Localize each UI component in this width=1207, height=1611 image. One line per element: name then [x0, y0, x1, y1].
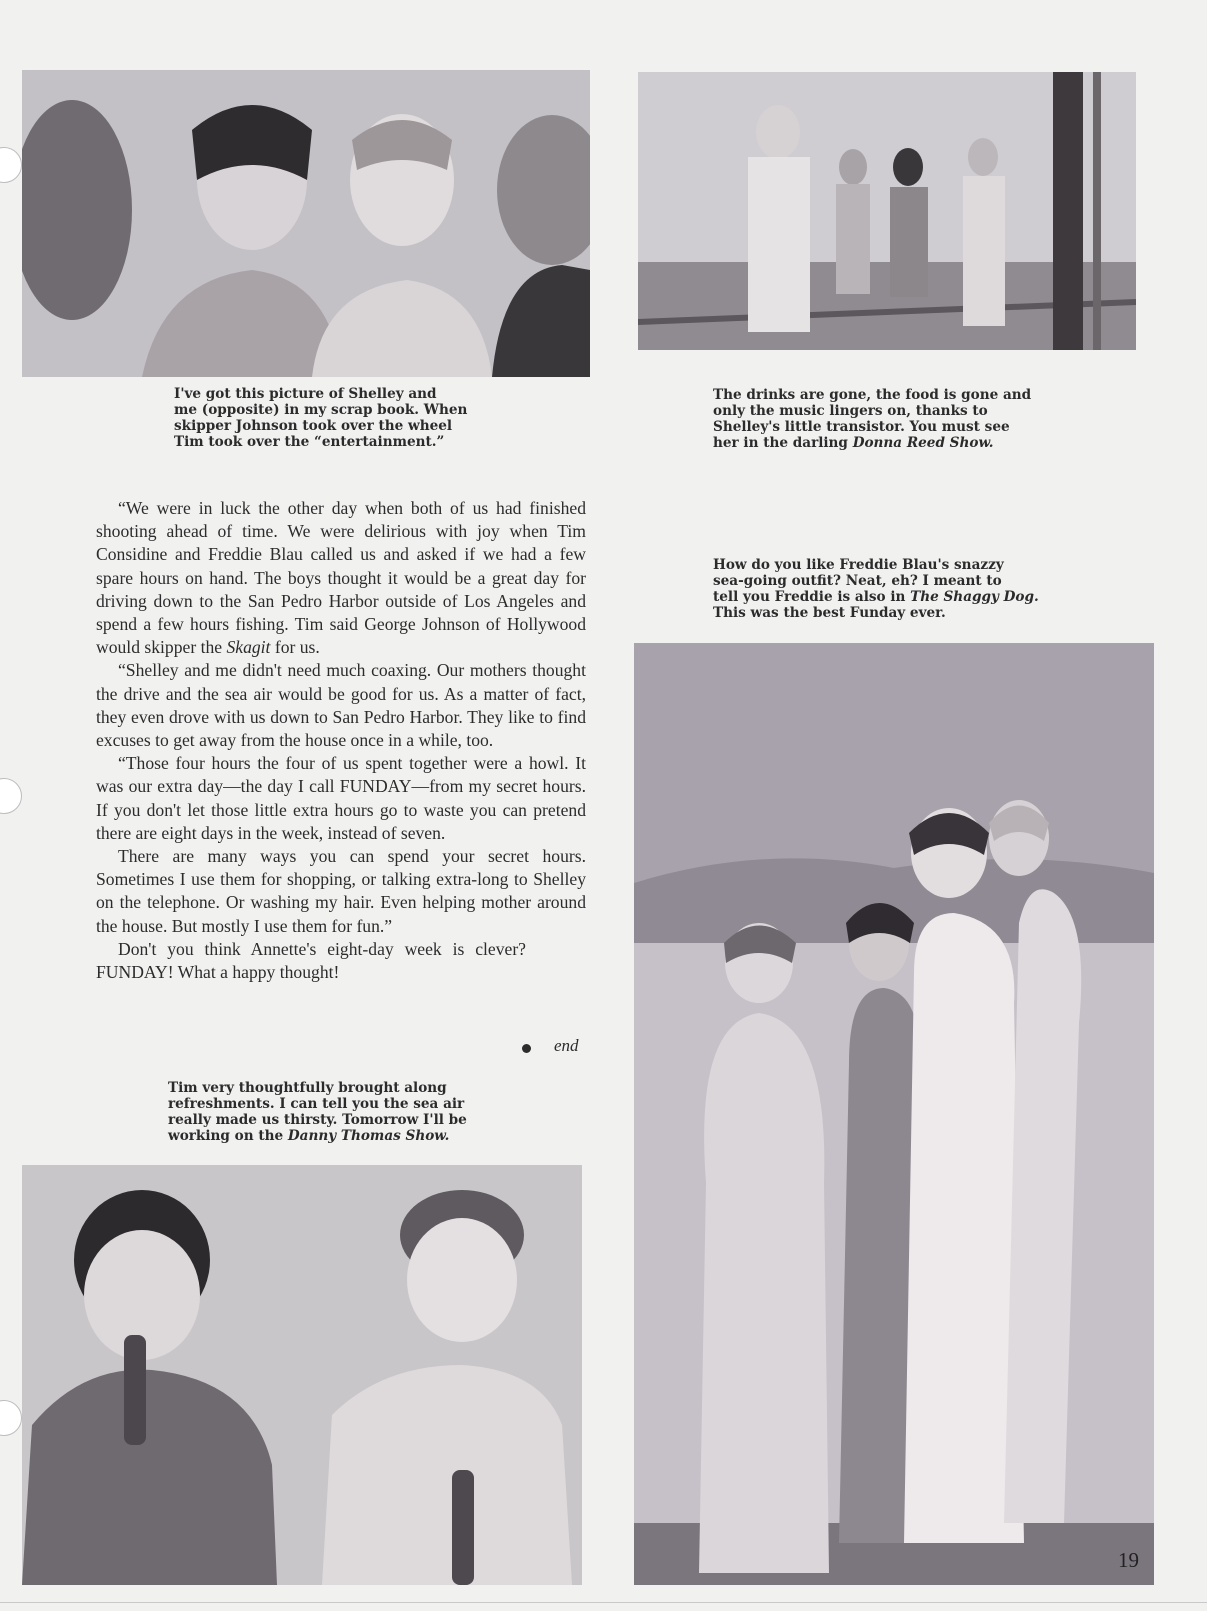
caption-line: Tim took over the “entertainment.”: [174, 434, 445, 450]
end-mark: end: [554, 1036, 579, 1055]
article-text: “We were in luck the other day when both of us had finished shooting ahead of time. We were delirious with joy when Tim Considine and Freddie Blau called us and asked if we had a few spare hours on hand. The boys thought it would be a great day for driving down to the San Pedro Harbor outside of Los Angeles and spend a few hours fishing. Tim said George Johnson of Hollywood would skipper the: [96, 498, 586, 658]
caption-line: Tim very thoughtfully brought along: [168, 1080, 447, 1096]
caption-drinks-gone: [713, 387, 1031, 451]
caption-line: This was the best Funday ever.: [713, 605, 946, 621]
show-title: Danny Thomas Show.: [287, 1128, 450, 1144]
caption-line: only the music lingers on, thanks to: [713, 403, 988, 419]
photo-four-friends-pier: [634, 643, 1154, 1585]
article-text: for us.: [270, 637, 320, 658]
caption-line: really made us thirsty. Tomorrow I'll be: [168, 1112, 467, 1128]
bottom-edge-line: [0, 1602, 1207, 1603]
caption-line: me (opposite) in my scrap book. When: [174, 402, 468, 418]
caption-freddie-outfit: [713, 557, 1039, 621]
article-paragraph: [96, 497, 586, 659]
caption-scrapbook: [174, 386, 467, 450]
page-number: 19: [1118, 1548, 1139, 1572]
article-paragraph: “Those four hours the four of us spent together were a howl. It was our extra day—the day I call FUNDAY—from my secret hours. If you don't let those little extra hours go to waste you can pretend there are eight days in the week, instead of seven.: [96, 753, 586, 843]
article-paragraph: Don't you think Annette's eight-day week is clever? FUNDAY! What a happy thought!: [96, 938, 526, 983]
caption-line: [713, 435, 1031, 451]
caption-line: skipper Johnson took over the wheel: [174, 418, 453, 434]
boat-name: Skagit: [226, 637, 271, 658]
photo-dock-walking: [638, 72, 1136, 350]
caption-line: [168, 1128, 467, 1144]
movie-title: The Shaggy Dog.: [910, 589, 1039, 605]
caption-line: Shelley's little transistor. You must see: [713, 419, 1010, 435]
article-paragraph: “Shelley and me didn't need much coaxing. Our mothers thought the drive and the sea air would be good for us. As a matter of fact, they even drove with us down to San Pedro Harbor. They like to find excuses to get away from the house once in a while, too.: [96, 660, 586, 751]
punch-hole-middle: [0, 778, 22, 814]
caption-text: her in the darling: [713, 435, 853, 451]
photo-scrapbook-group: [22, 70, 590, 377]
photo-refreshments: [22, 1165, 582, 1585]
end-bullet: [522, 1044, 531, 1053]
caption-line: [713, 589, 1039, 605]
caption-line: sea-going outfit? Neat, eh? I meant to: [713, 573, 1002, 589]
caption-line: I've got this picture of Shelley and: [174, 386, 437, 402]
punch-hole-top: [0, 147, 22, 183]
article-body: [96, 497, 586, 984]
caption-line: How do you like Freddie Blau's snazzy: [713, 557, 1004, 573]
article-paragraph: There are many ways you can spend your secret hours. Sometimes I use them for shopping, or talking extra-long to Shelley on the telephone. Or washing my hair. Even helping mother around the house. But mostly I use them for fun.”: [96, 846, 586, 936]
caption-text: working on the: [168, 1128, 288, 1144]
caption-line: The drinks are gone, the food is gone and: [713, 387, 1032, 403]
punch-hole-bottom: [0, 1400, 22, 1436]
caption-text: tell you Freddie is also in: [713, 589, 911, 605]
show-title: Donna Reed Show.: [852, 435, 994, 451]
caption-refreshments: [168, 1080, 467, 1144]
caption-line: refreshments. I can tell you the sea air: [168, 1096, 465, 1112]
